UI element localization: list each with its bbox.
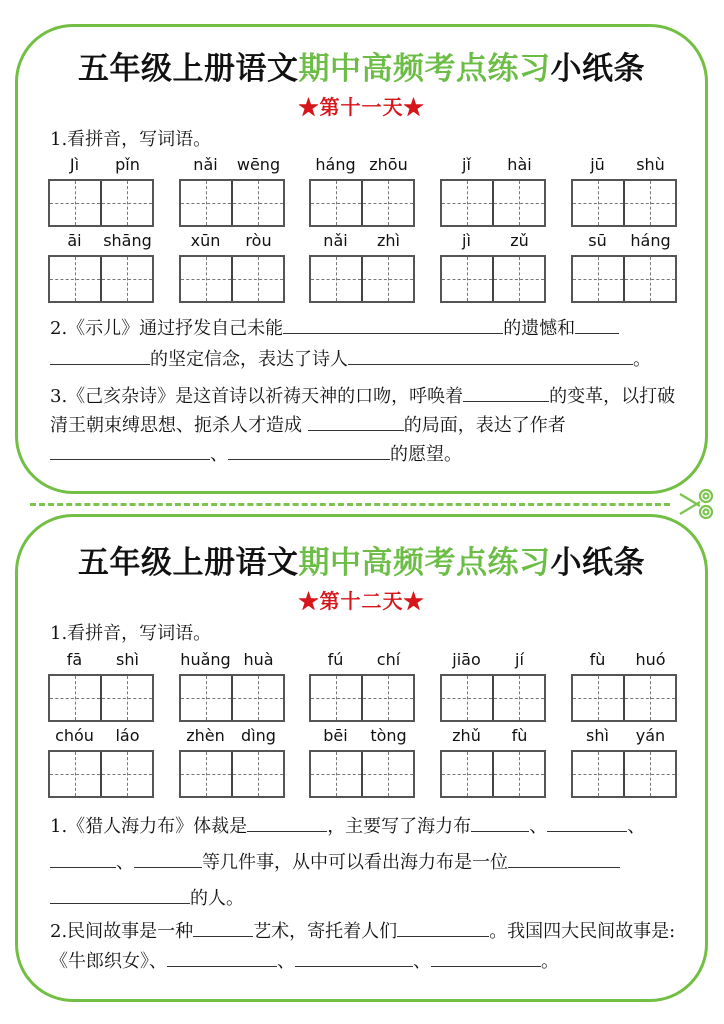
pinyin: Jì bbox=[69, 155, 80, 174]
tianzige-box[interactable] bbox=[571, 255, 677, 303]
tianzige-box[interactable] bbox=[179, 674, 285, 722]
pinyin: jí bbox=[515, 650, 524, 669]
pinyin: dìng bbox=[241, 726, 276, 745]
pinyin: zhǔ bbox=[452, 726, 481, 745]
pinyin: hài bbox=[507, 155, 532, 174]
question-2 bbox=[50, 313, 680, 375]
text: 。 bbox=[633, 349, 651, 370]
day-label: ★第十二天★ bbox=[298, 589, 425, 613]
answer-blank[interactable] bbox=[295, 948, 413, 967]
page-title bbox=[18, 43, 705, 88]
pinyin: xūn bbox=[190, 231, 221, 250]
question-folk-tales bbox=[50, 917, 680, 977]
text: 的遗憾和 bbox=[503, 318, 576, 339]
title-part-3: 小纸条 bbox=[550, 51, 645, 87]
text: 2.民间故事是一种 bbox=[50, 921, 194, 942]
answer-blank[interactable] bbox=[397, 918, 489, 937]
tianzige-box[interactable] bbox=[179, 255, 285, 303]
pinyin: chóu bbox=[55, 726, 94, 745]
pinyin: wēng bbox=[236, 155, 281, 174]
pinyin: nǎi bbox=[323, 231, 348, 250]
question-hailibu bbox=[50, 809, 680, 917]
page-title bbox=[18, 537, 705, 582]
pinyin: pǐn bbox=[115, 155, 140, 174]
tianzige-box[interactable] bbox=[48, 255, 154, 303]
pinyin: tòng bbox=[370, 726, 407, 745]
pinyin: háng bbox=[630, 231, 671, 250]
answer-blank[interactable] bbox=[228, 441, 390, 460]
title-part-3: 小纸条 bbox=[550, 545, 645, 581]
text: ，主要写了海力布 bbox=[327, 816, 472, 837]
text: 、 bbox=[413, 951, 431, 972]
answer-blank[interactable] bbox=[247, 813, 327, 832]
answer-blank[interactable] bbox=[50, 346, 150, 365]
title-part-1: 五年级上册语文 bbox=[78, 545, 299, 581]
pinyin: zhì bbox=[377, 231, 400, 250]
pinyin: fù bbox=[511, 726, 528, 745]
question-1-heading: 1.看拼音，写词语。 bbox=[50, 129, 212, 150]
text: 艺术，寄托着人们 bbox=[253, 921, 398, 942]
pinyin: jǐ bbox=[462, 155, 471, 174]
pinyin: jū bbox=[590, 155, 605, 174]
text: 、 bbox=[116, 852, 134, 873]
pinyin: huà bbox=[243, 650, 274, 669]
question-3 bbox=[50, 382, 680, 469]
scissors-icon bbox=[676, 488, 716, 520]
tianzige-box[interactable] bbox=[440, 750, 546, 798]
pinyin: jì bbox=[462, 231, 471, 250]
pinyin: yán bbox=[635, 726, 666, 745]
pinyin: shì bbox=[586, 726, 609, 745]
pinyin: jiāo bbox=[452, 650, 481, 669]
tianzige-box[interactable] bbox=[179, 750, 285, 798]
cut-line bbox=[30, 503, 670, 506]
text: 1.《猎人海力布》体裁是 bbox=[50, 816, 248, 837]
answer-blank[interactable] bbox=[547, 813, 627, 832]
pinyin: fā bbox=[66, 650, 83, 669]
pinyin: shì bbox=[116, 650, 139, 669]
tianzige-box[interactable] bbox=[48, 674, 154, 722]
pinyin: shāng bbox=[103, 231, 152, 250]
tianzige-box[interactable] bbox=[440, 179, 546, 227]
text: 、 bbox=[210, 444, 228, 465]
pinyin: zǔ bbox=[510, 231, 529, 250]
text: 2.《示儿》通过抒发自己未能 bbox=[50, 318, 284, 339]
text: 3.《己亥杂诗》是这首诗以祈祷天神的口吻，呼唤着 bbox=[50, 386, 464, 407]
answer-blank[interactable] bbox=[50, 849, 116, 868]
tianzige-box[interactable] bbox=[309, 750, 415, 798]
pinyin: shù bbox=[636, 155, 665, 174]
text: 、 bbox=[277, 951, 295, 972]
pinyin: chí bbox=[376, 650, 401, 669]
pinyin: āi bbox=[67, 231, 82, 250]
practice-card-day-11 bbox=[15, 24, 708, 494]
pinyin: ròu bbox=[245, 231, 272, 250]
answer-blank[interactable] bbox=[283, 315, 503, 334]
tianzige-box[interactable] bbox=[48, 179, 154, 227]
tianzige-box[interactable] bbox=[309, 179, 415, 227]
pinyin: háng bbox=[315, 155, 356, 174]
tianzige-box[interactable] bbox=[440, 674, 546, 722]
answer-blank[interactable] bbox=[134, 849, 202, 868]
day-label: ★第十一天★ bbox=[298, 95, 425, 119]
question-1-heading: 1.看拼音，写词语。 bbox=[50, 623, 212, 644]
text: 。 bbox=[541, 951, 559, 972]
tianzige-box[interactable] bbox=[48, 750, 154, 798]
tianzige-box[interactable] bbox=[571, 179, 677, 227]
answer-blank[interactable] bbox=[431, 948, 541, 967]
pinyin: fù bbox=[589, 650, 606, 669]
answer-blank[interactable] bbox=[463, 383, 549, 402]
answer-blank[interactable] bbox=[471, 813, 529, 832]
practice-card-day-12 bbox=[15, 514, 708, 1002]
pinyin: láo bbox=[115, 726, 140, 745]
tianzige-box[interactable] bbox=[179, 179, 285, 227]
text: 的变革，以打破清王朝束缚思想、扼杀人才造成 bbox=[50, 386, 676, 436]
pinyin: zhōu bbox=[369, 155, 408, 174]
text: 、 bbox=[529, 816, 548, 837]
pinyin: nǎi bbox=[193, 155, 218, 174]
answer-blank[interactable] bbox=[308, 412, 404, 431]
title-part-green: 期中高频考点练习 bbox=[298, 545, 551, 581]
pinyin: sū bbox=[588, 231, 607, 250]
text: 的坚定信念，表达了诗人 bbox=[150, 349, 348, 370]
pinyin: bēi bbox=[323, 726, 348, 745]
tianzige-box[interactable] bbox=[309, 674, 415, 722]
tianzige-box[interactable] bbox=[309, 255, 415, 303]
answer-blank[interactable] bbox=[167, 948, 277, 967]
answer-blank[interactable] bbox=[508, 849, 620, 868]
pinyin: huǎng bbox=[180, 650, 231, 669]
text: 的局面，表达了作者 bbox=[403, 415, 566, 436]
text: 的愿望。 bbox=[390, 444, 462, 465]
answer-blank[interactable] bbox=[575, 315, 619, 334]
text: 、 bbox=[627, 816, 646, 837]
answer-blank[interactable] bbox=[193, 918, 253, 937]
title-part-1: 五年级上册语文 bbox=[78, 51, 299, 87]
title-part-green: 期中高频考点练习 bbox=[298, 51, 551, 87]
pinyin: zhèn bbox=[186, 726, 225, 745]
text: 的人。 bbox=[190, 888, 244, 909]
answer-blank[interactable] bbox=[348, 346, 633, 365]
answer-blank[interactable] bbox=[50, 441, 210, 460]
tianzige-box[interactable] bbox=[440, 255, 546, 303]
text: 等几件事，从中可以看出海力布是一位 bbox=[202, 852, 508, 873]
text: 。我国四大民间故事是:《牛郎织女》、 bbox=[50, 921, 676, 972]
answer-blank[interactable] bbox=[50, 885, 190, 904]
tianzige-box[interactable] bbox=[571, 750, 677, 798]
pinyin: huó bbox=[635, 650, 666, 669]
tianzige-box[interactable] bbox=[571, 674, 677, 722]
pinyin: fú bbox=[327, 650, 344, 669]
